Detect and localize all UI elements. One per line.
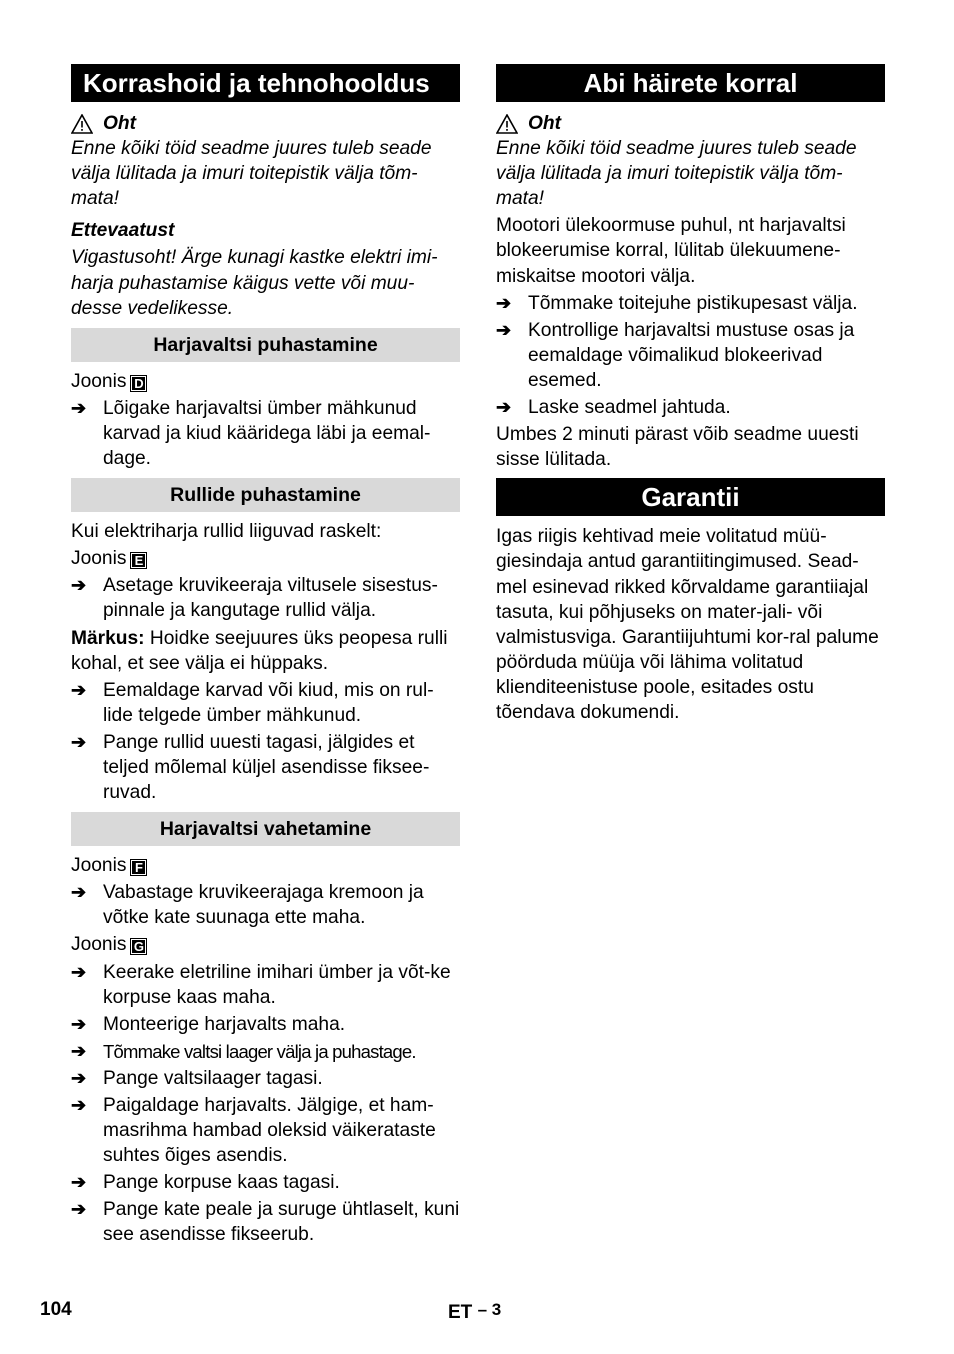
left-column <box>71 64 460 1250</box>
arrow-right-icon: ➔ <box>71 1199 87 1220</box>
list-item: ➔ Pange korpuse kaas tagasi. <box>71 1170 460 1195</box>
list-item: ➔ Pange rullid uuesti tagasi, jälgides et teljed mõlemal küljel asendisse fiksee-ruvad. <box>71 730 460 805</box>
arrow-right-icon: ➔ <box>71 1067 87 1088</box>
arrow-right-icon: ➔ <box>496 319 512 340</box>
figure-reference: Joonis D <box>71 369 460 394</box>
arrow-right-icon: ➔ <box>71 882 87 903</box>
right-column <box>496 64 885 727</box>
subsection-title-roller-cleaning: Rullide puhastamine <box>71 478 460 512</box>
list-item: ➔ Eemaldage karvad või kiud, mis on rul-lide telgede ümber mähkunud. <box>71 678 460 728</box>
warning-label: Oht <box>103 113 137 134</box>
figure-reference: Joonis E <box>71 546 460 571</box>
list-item: ➔ Tõmmake valtsi laager välja ja puhastage. <box>71 1039 460 1064</box>
section-title-warranty: Garantii <box>496 478 885 516</box>
section-title-maintenance: Korrashoid ja tehnohooldus <box>71 64 460 102</box>
list-item: ➔ Asetage kruvikeeraja viltusele sisestus-pinnale ja kangutage rullid välja. <box>71 573 460 623</box>
list-item: ➔ Tõmmake toitejuhe pistikupesast välja. <box>496 291 885 316</box>
arrow-right-icon: ➔ <box>71 1095 87 1115</box>
section-title-troubleshooting: Abi häirete korral <box>496 64 885 102</box>
arrow-right-icon: ➔ <box>496 292 512 313</box>
intro-text: Kui elektriharja rullid liiguvad raskelt: <box>71 521 382 543</box>
warning-heading <box>496 111 885 136</box>
warning-heading <box>71 111 460 136</box>
arrow-right-icon: ➔ <box>71 1013 87 1034</box>
warning-triangle-icon <box>496 114 518 134</box>
list-item: ➔ Monteerige harjavalts maha. <box>71 1012 460 1037</box>
list-item: ➔ Paigaldage harjavalts. Jälgige, et ham-masrihma hambad oleksid väikerataste suhtes õiges asendis. <box>71 1093 460 1168</box>
figure-reference: Joonis F <box>71 853 460 878</box>
caution-text: Vigastusoht! Ärge kunagi kastke elektri imi-harja puhastamise käigus vette või muu-desse vedelikesse. <box>71 247 438 319</box>
figure-badge: D <box>130 375 147 392</box>
warning-triangle-icon <box>71 114 93 134</box>
figure-reference: Joonis G <box>71 932 460 957</box>
warning-label: Oht <box>528 113 562 134</box>
page-language-ref: ET – 3 <box>448 1300 502 1323</box>
page-number: 104 <box>40 1299 72 1320</box>
list-item: ➔ Pange kate peale ja suruge ühtlaselt, kuni see asendisse fikseerub. <box>71 1197 460 1247</box>
arrow-right-icon: ➔ <box>71 1172 87 1193</box>
warning-text: Enne kõiki töid seadme juures tuleb seade välja lülitada ja imuri toitepistik välja tõm-mata! <box>496 138 857 210</box>
arrow-right-icon: ➔ <box>496 397 512 418</box>
arrow-right-icon: ➔ <box>71 575 87 596</box>
figure-badge: G <box>130 938 147 955</box>
list-item: ➔ Laske seadmel jahtuda. <box>496 395 885 420</box>
warranty-text: Igas riigis kehtivad meie volitatud müü-giesindaja antud garantiitingimused. Sead-mel esinevad rikked kõrvaldame garantiiajal tasuta, kui põhjuseks on mater-jali- või valmistusviga. Garantiijuhtumi kor-ral palume pöörduda müüja või lähima volitatud klienditeenistuse poole, esitades ostu tõendava dokumendi. <box>496 526 879 723</box>
figure-badge: F <box>130 859 147 876</box>
note-text: Märkus: Hoidke seejuures üks peopesa rulli kohal, et see välja ei hüppaks. <box>71 627 448 674</box>
arrow-right-icon: ➔ <box>71 731 87 752</box>
list-item: ➔ Kontrollige harjavaltsi mustuse osas ja eemaldage võimalikud blokeerivad esemed. <box>496 318 885 393</box>
restart-text: Umbes 2 minuti pärast võib seadme uuesti sisse lülitada. <box>496 424 859 471</box>
list-item: ➔ Vabastage kruvikeerajaga kremoon ja võtke kate suunaga ette maha. <box>71 880 460 930</box>
arrow-right-icon: ➔ <box>71 679 87 700</box>
caution-label: Ettevaatust <box>71 220 175 242</box>
list-item: ➔ Pange valtsilaager tagasi. <box>71 1066 460 1091</box>
arrow-right-icon: ➔ <box>71 397 87 418</box>
subsection-title-brush-cleaning: Harjavaltsi puhastamine <box>71 328 460 362</box>
figure-badge: E <box>130 552 147 569</box>
overload-text: Mootori ülekoormuse puhul, nt harjavaltsi blokeerumise korral, lülitab ülekuumene-miskaitse mootori välja. <box>496 215 846 287</box>
arrow-right-icon: ➔ <box>71 961 87 982</box>
subsection-title-brush-replacement: Harjavaltsi vahetamine <box>71 812 460 846</box>
warning-text: Enne kõiki töid seadme juures tuleb seade välja lülitada ja imuri toitepistik välja tõm-mata! <box>71 138 432 210</box>
list-item: ➔ Keerake eletriline imihari ümber ja võt-ke korpuse kaas maha. <box>71 960 460 1010</box>
list-item: ➔ Lõigake harjavaltsi ümber mähkunud karvad ja kiud kääridega läbi ja eemal-dage. <box>71 396 460 471</box>
arrow-right-icon: ➔ <box>71 1040 87 1061</box>
